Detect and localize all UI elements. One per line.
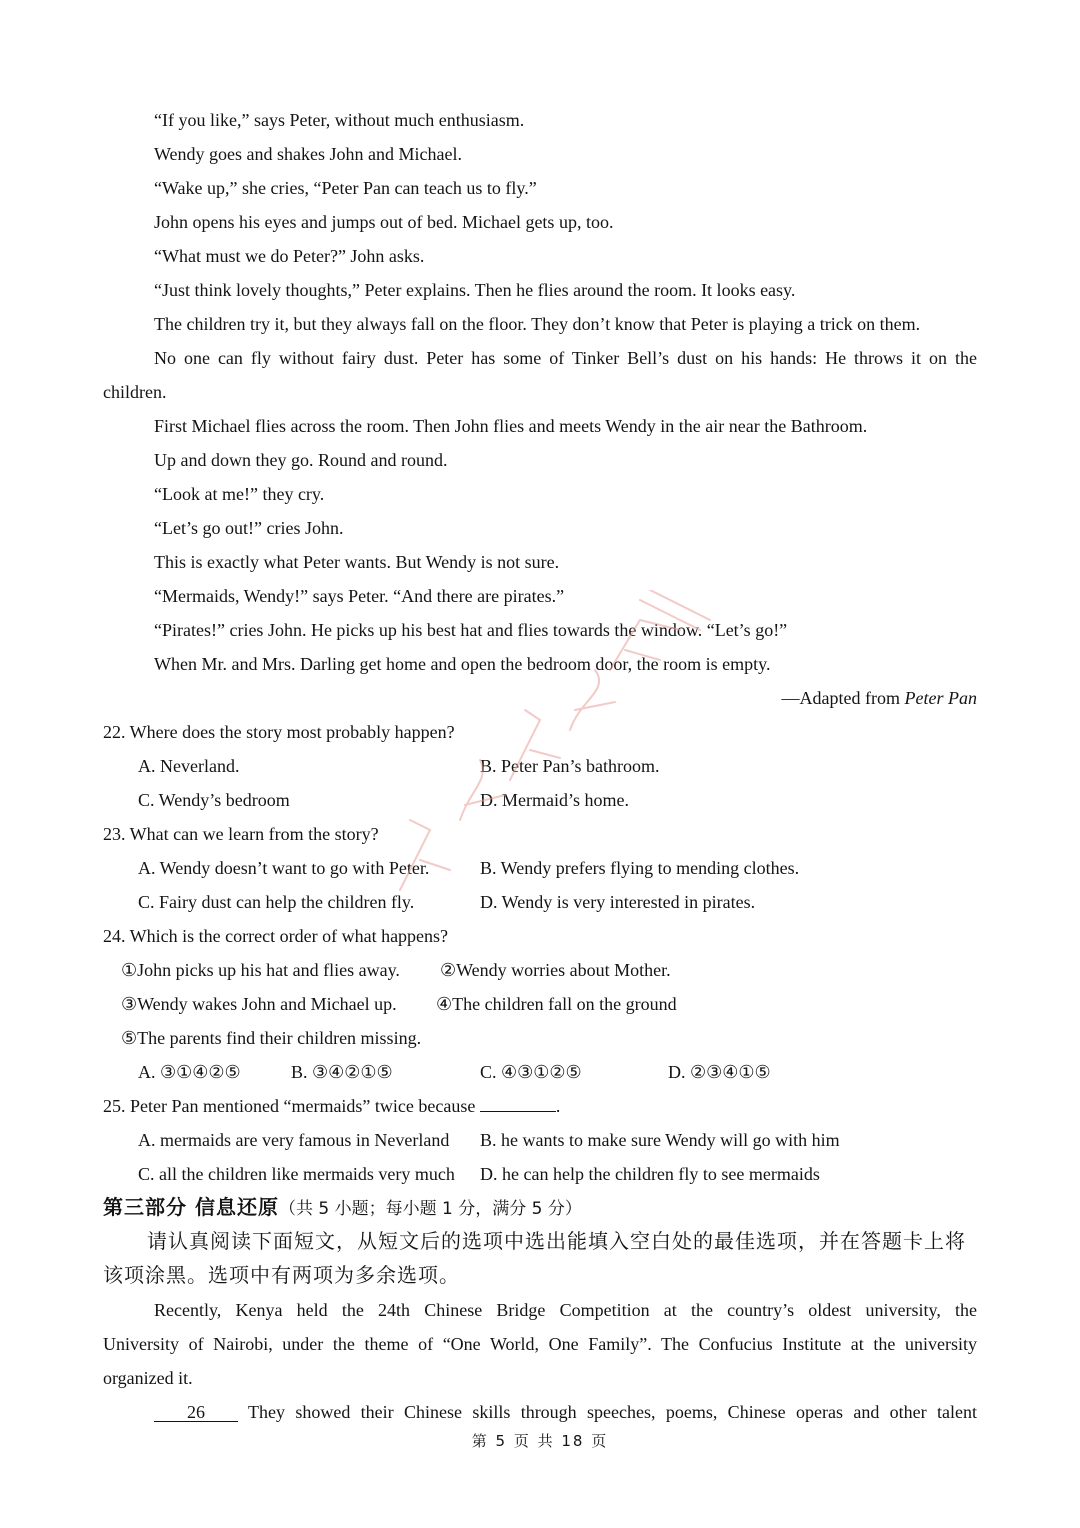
section-3-instruction: 请认真阅读下面短文，从短文后的选项中选出能填入空白处的最佳选项，并在答题卡上将 bbox=[147, 1229, 966, 1253]
q25-stem-text: 25. Peter Pan mentioned “mermaids” twice because bbox=[103, 1096, 476, 1116]
q24-event-4: ④The children fall on the ground bbox=[436, 994, 677, 1014]
story-line: “What must we do Peter?” John asks. bbox=[154, 246, 425, 266]
section-3-instruction: 该项涂黑。选项中有两项为多余选项。 bbox=[103, 1263, 460, 1287]
question-25-stem bbox=[103, 1095, 1080, 1117]
q24-event-5: ⑤The parents find their children missing. bbox=[121, 1028, 422, 1048]
story-line: John opens his eyes and jumps out of bed. Michael gets up, too. bbox=[154, 212, 614, 232]
section-3-title: 第三部分 信息还原 bbox=[103, 1195, 279, 1219]
attribution-prefix: —Adapted from bbox=[781, 688, 905, 708]
story-line: “Just think lovely thoughts,” Peter explains. Then he flies around the room. It looks easy. bbox=[154, 280, 796, 300]
story-line: This is exactly what Peter wants. But Wendy is not sure. bbox=[154, 552, 560, 572]
q24-event-1: ①John picks up his hat and flies away. bbox=[121, 960, 400, 980]
story-line: Wendy goes and shakes John and Michael. bbox=[154, 144, 462, 164]
answer-blank bbox=[480, 1095, 556, 1112]
q23-option-c: C. Fairy dust can help the children fly. bbox=[138, 892, 415, 912]
q25-option-d: D. he can help the children fly to see mermaids bbox=[480, 1164, 820, 1184]
story-line: “Mermaids, Wendy!” says Peter. “And there are pirates.” bbox=[154, 586, 565, 606]
q25-option-a: A. mermaids are very famous in Neverland bbox=[138, 1130, 450, 1150]
q22-option-a: A. Neverland. bbox=[138, 756, 240, 776]
q22-option-b: B. Peter Pan’s bathroom. bbox=[480, 756, 660, 776]
passage-text: They showed their Chinese skills through speeches, poems, Chinese operas and other talent bbox=[248, 1402, 977, 1422]
question-22-stem: 22. Where does the story most probably happen? bbox=[103, 722, 455, 742]
q24-option-c: C. ④③①②⑤ bbox=[480, 1062, 582, 1082]
q24-event-2: ②Wendy worries about Mother. bbox=[440, 960, 671, 980]
passage-line: Recently, Kenya held the 24th Chinese Bridge Competition at the country’s oldest university, the bbox=[154, 1300, 977, 1320]
story-line: “Wake up,” she cries, “Peter Pan can teach us to fly.” bbox=[154, 178, 537, 198]
story-line: “Look at me!” they cry. bbox=[154, 484, 325, 504]
story-line: The children try it, but they always fall on the floor. They don’t know that Peter is playing a trick on them. bbox=[154, 314, 921, 334]
q23-option-b: B. Wendy prefers flying to mending clothes. bbox=[480, 858, 800, 878]
story-line: Up and down they go. Round and round. bbox=[154, 450, 448, 470]
page-footer: 第 5 页 共 18 页 bbox=[471, 1432, 609, 1450]
q23-option-d: D. Wendy is very interested in pirates. bbox=[480, 892, 756, 912]
q22-option-d: D. Mermaid’s home. bbox=[480, 790, 629, 810]
passage-line bbox=[154, 1401, 977, 1423]
question-23-stem: 23. What can we learn from the story? bbox=[103, 824, 379, 844]
question-24-stem: 24. Which is the correct order of what happens? bbox=[103, 926, 449, 946]
q24-option-d: D. ②③④①⑤ bbox=[668, 1062, 771, 1082]
q22-option-c: C. Wendy’s bedroom bbox=[138, 790, 290, 810]
story-line: First Michael flies across the room. Then John flies and meets Wendy in the air near the Bathroom. bbox=[154, 416, 868, 436]
story-line: “Pirates!” cries John. He picks up his best hat and flies towards the window. “Let’s go!” bbox=[154, 620, 788, 640]
story-line: When Mr. and Mrs. Darling get home and open the bedroom door, the room is empty. bbox=[154, 654, 771, 674]
q24-option-a: A. ③①④②⑤ bbox=[138, 1062, 241, 1082]
story-line: “Let’s go out!” cries John. bbox=[154, 518, 344, 538]
q25-option-b: B. he wants to make sure Wendy will go with him bbox=[480, 1130, 840, 1150]
attribution bbox=[0, 687, 977, 709]
q24-event-3: ③Wendy wakes John and Michael up. bbox=[121, 994, 397, 1014]
q23-option-a: A. Wendy doesn’t want to go with Peter. bbox=[138, 858, 430, 878]
book-title: Peter Pan bbox=[904, 688, 977, 708]
section-3-note: （共 5 小题；每小题 1 分，满分 5 分） bbox=[278, 1199, 582, 1219]
q25-period: . bbox=[555, 1096, 561, 1116]
passage-line: University of Nairobi, under the theme of “One World, One Family”. The Confucius Institute at the university bbox=[103, 1334, 977, 1354]
q25-option-c: C. all the children like mermaids very much bbox=[138, 1164, 455, 1184]
story-line: No one can fly without fairy dust. Peter has some of Tinker Bell’s dust on his hands: He throws it on the bbox=[154, 348, 977, 368]
story-line: children. bbox=[103, 382, 167, 402]
section-3-heading bbox=[103, 1194, 1080, 1222]
blank-26: 26 bbox=[154, 1403, 238, 1422]
q24-option-b: B. ③④②①⑤ bbox=[291, 1062, 393, 1082]
story-line: “If you like,” says Peter, without much enthusiasm. bbox=[154, 110, 525, 130]
passage-line: organized it. bbox=[103, 1368, 193, 1388]
